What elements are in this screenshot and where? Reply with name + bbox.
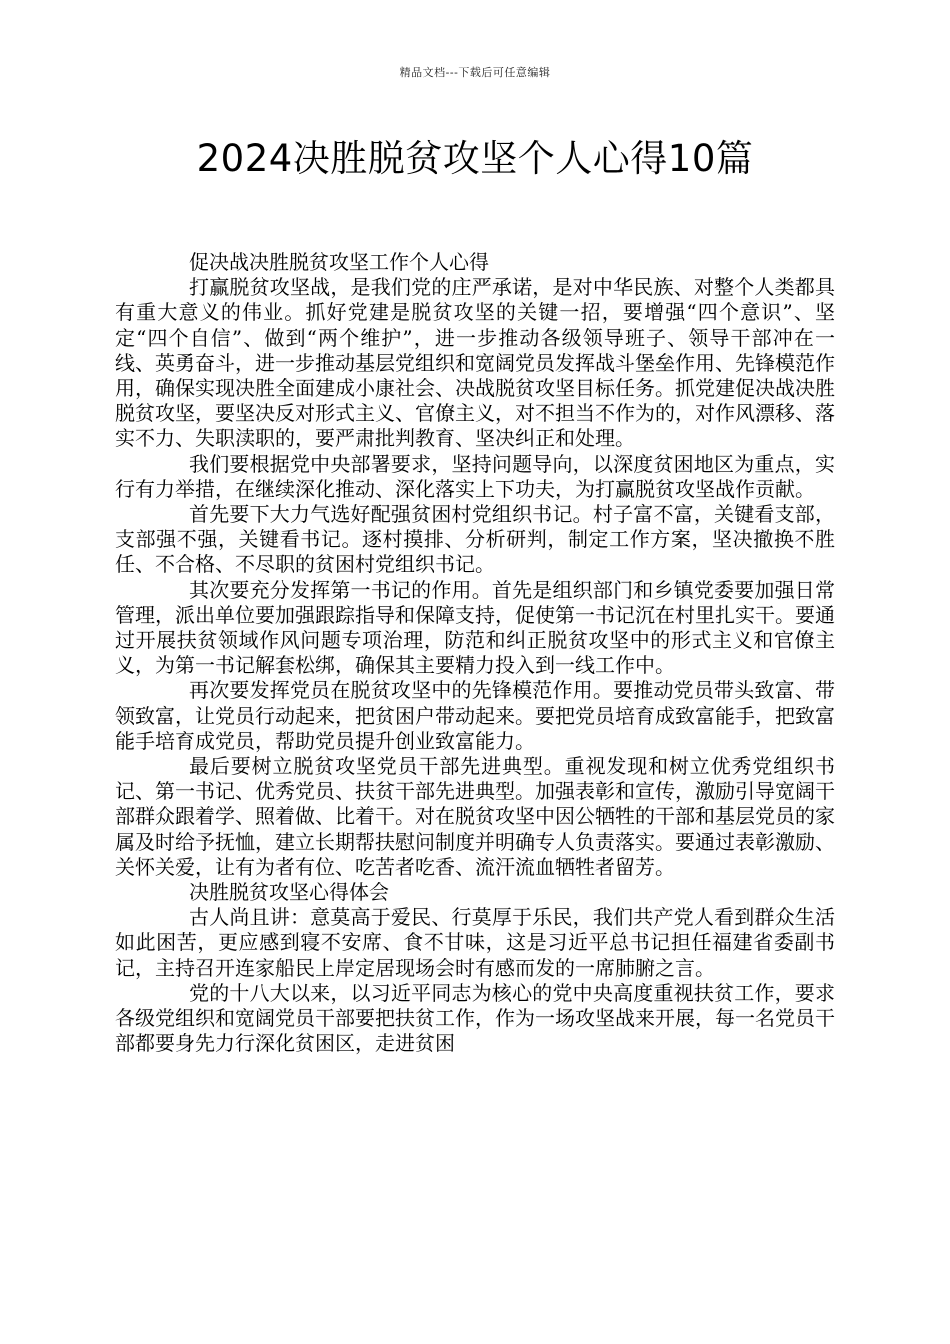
header-note: 精品文档---下载后可任意编辑 [399,66,551,79]
paragraph-4: 其次要充分发挥第一书记的作用。首先是组织部门和乡镇党委要加强日常管理，派出单位要加强跟踪指导和保障支持，促使第一书记沉在村里扎实干。要通过开展扶贫领域作风问题专项治理，防范和纠正脱贫攻坚中的形式主义和官僚主义，为第一书记解套松绑，确保其主要精力投入到一线工作中。 [115,577,835,678]
paragraph-8: 党的十八大以来，以习近平同志为核心的党中央高度重视扶贫工作，要求各级党组织和宽阔党员干部要把扶贫工作，作为一场攻坚战来开展，每一名党员干部都要身先力行深化贫困区，走进贫困 [115,980,835,1056]
section-heading-2: 决胜脱贫攻坚心得体会 [189,880,389,905]
document-body [115,250,835,1057]
section-heading-1: 促决战决胜脱贫攻坚工作个人心得 [189,250,489,274]
paragraph-1: 打赢脱贫攻坚战，是我们党的庄严承诺，是对中华民族、对整个人类都具有重大意义的伟业。抓好党建是脱贫攻坚的关键一招，要增强“四个意识”、坚定“四个自信”、做到“两个维护”，进一步推动各级领导班子、领导干部冲在一线、英勇奋斗，进一步推动基层党组织和宽阔党员发挥战斗堡垒作用、先锋模范作用，确保实现决胜全面建成小康社会、决战脱贫攻坚目标任务。抓党建促决战决胜脱贫攻坚，要坚决反对形式主义、官僚主义，对不担当不作为的，对作风漂移、落实不力、失职渎职的，要严肃批判教育、坚决纠正和处理。 [115,275,835,451]
document-title: 2024决胜脱贫攻坚个人心得10篇 [196,137,754,180]
paragraph-7: 古人尚且讲：意莫高于爱民、行莫厚于乐民，我们共产党人看到群众生活如此困苦，更应感到寝不安席、食不甘味，这是习近平总书记担任福建省委副书记，主持召开连家船民上岸定居现场会时有感而发的一席肺腑之言。 [115,905,835,980]
paragraph-6: 最后要树立脱贫攻坚党员干部先进典型。重视发现和树立优秀党组织书记、第一书记、优秀党员、扶贫干部先进典型。加强表彰和宣传，激励引导宽阔干部群众跟着学、照着做、比着干。对在脱贫攻坚中因公牺牲的干部和基层党员的家属及时给予抚恤，建立长期帮扶慰问制度并明确专人负责落实。要通过表彰激励、关怀关爱，让有为者有位、吃苦者吃香、流汗流血牺牲者留芳。 [115,754,835,879]
paragraph-3: 首先要下大力气选好配强贫困村党组织书记。村子富不富，关键看支部，支部强不强，关键看书记。逐村摸排、分析研判，制定工作方案，坚决撤换不胜任、不合格、不尽职的贫困村党组织书记。 [115,502,835,577]
paragraph-2: 我们要根据党中央部署要求，坚持问题导向，以深度贫困地区为重点，实行有力举措，在继续深化推动、深化落实上下功夫，为打赢脱贫攻坚战作贡献。 [115,451,835,501]
paragraph-5: 再次要发挥党员在脱贫攻坚中的先锋模范作用。要推动党员带头致富、带领致富，让党员行动起来，把贫困户带动起来。要把党员培育成致富能手，把致富能手培育成党员，帮助党员提升创业致富能力。 [115,678,835,753]
